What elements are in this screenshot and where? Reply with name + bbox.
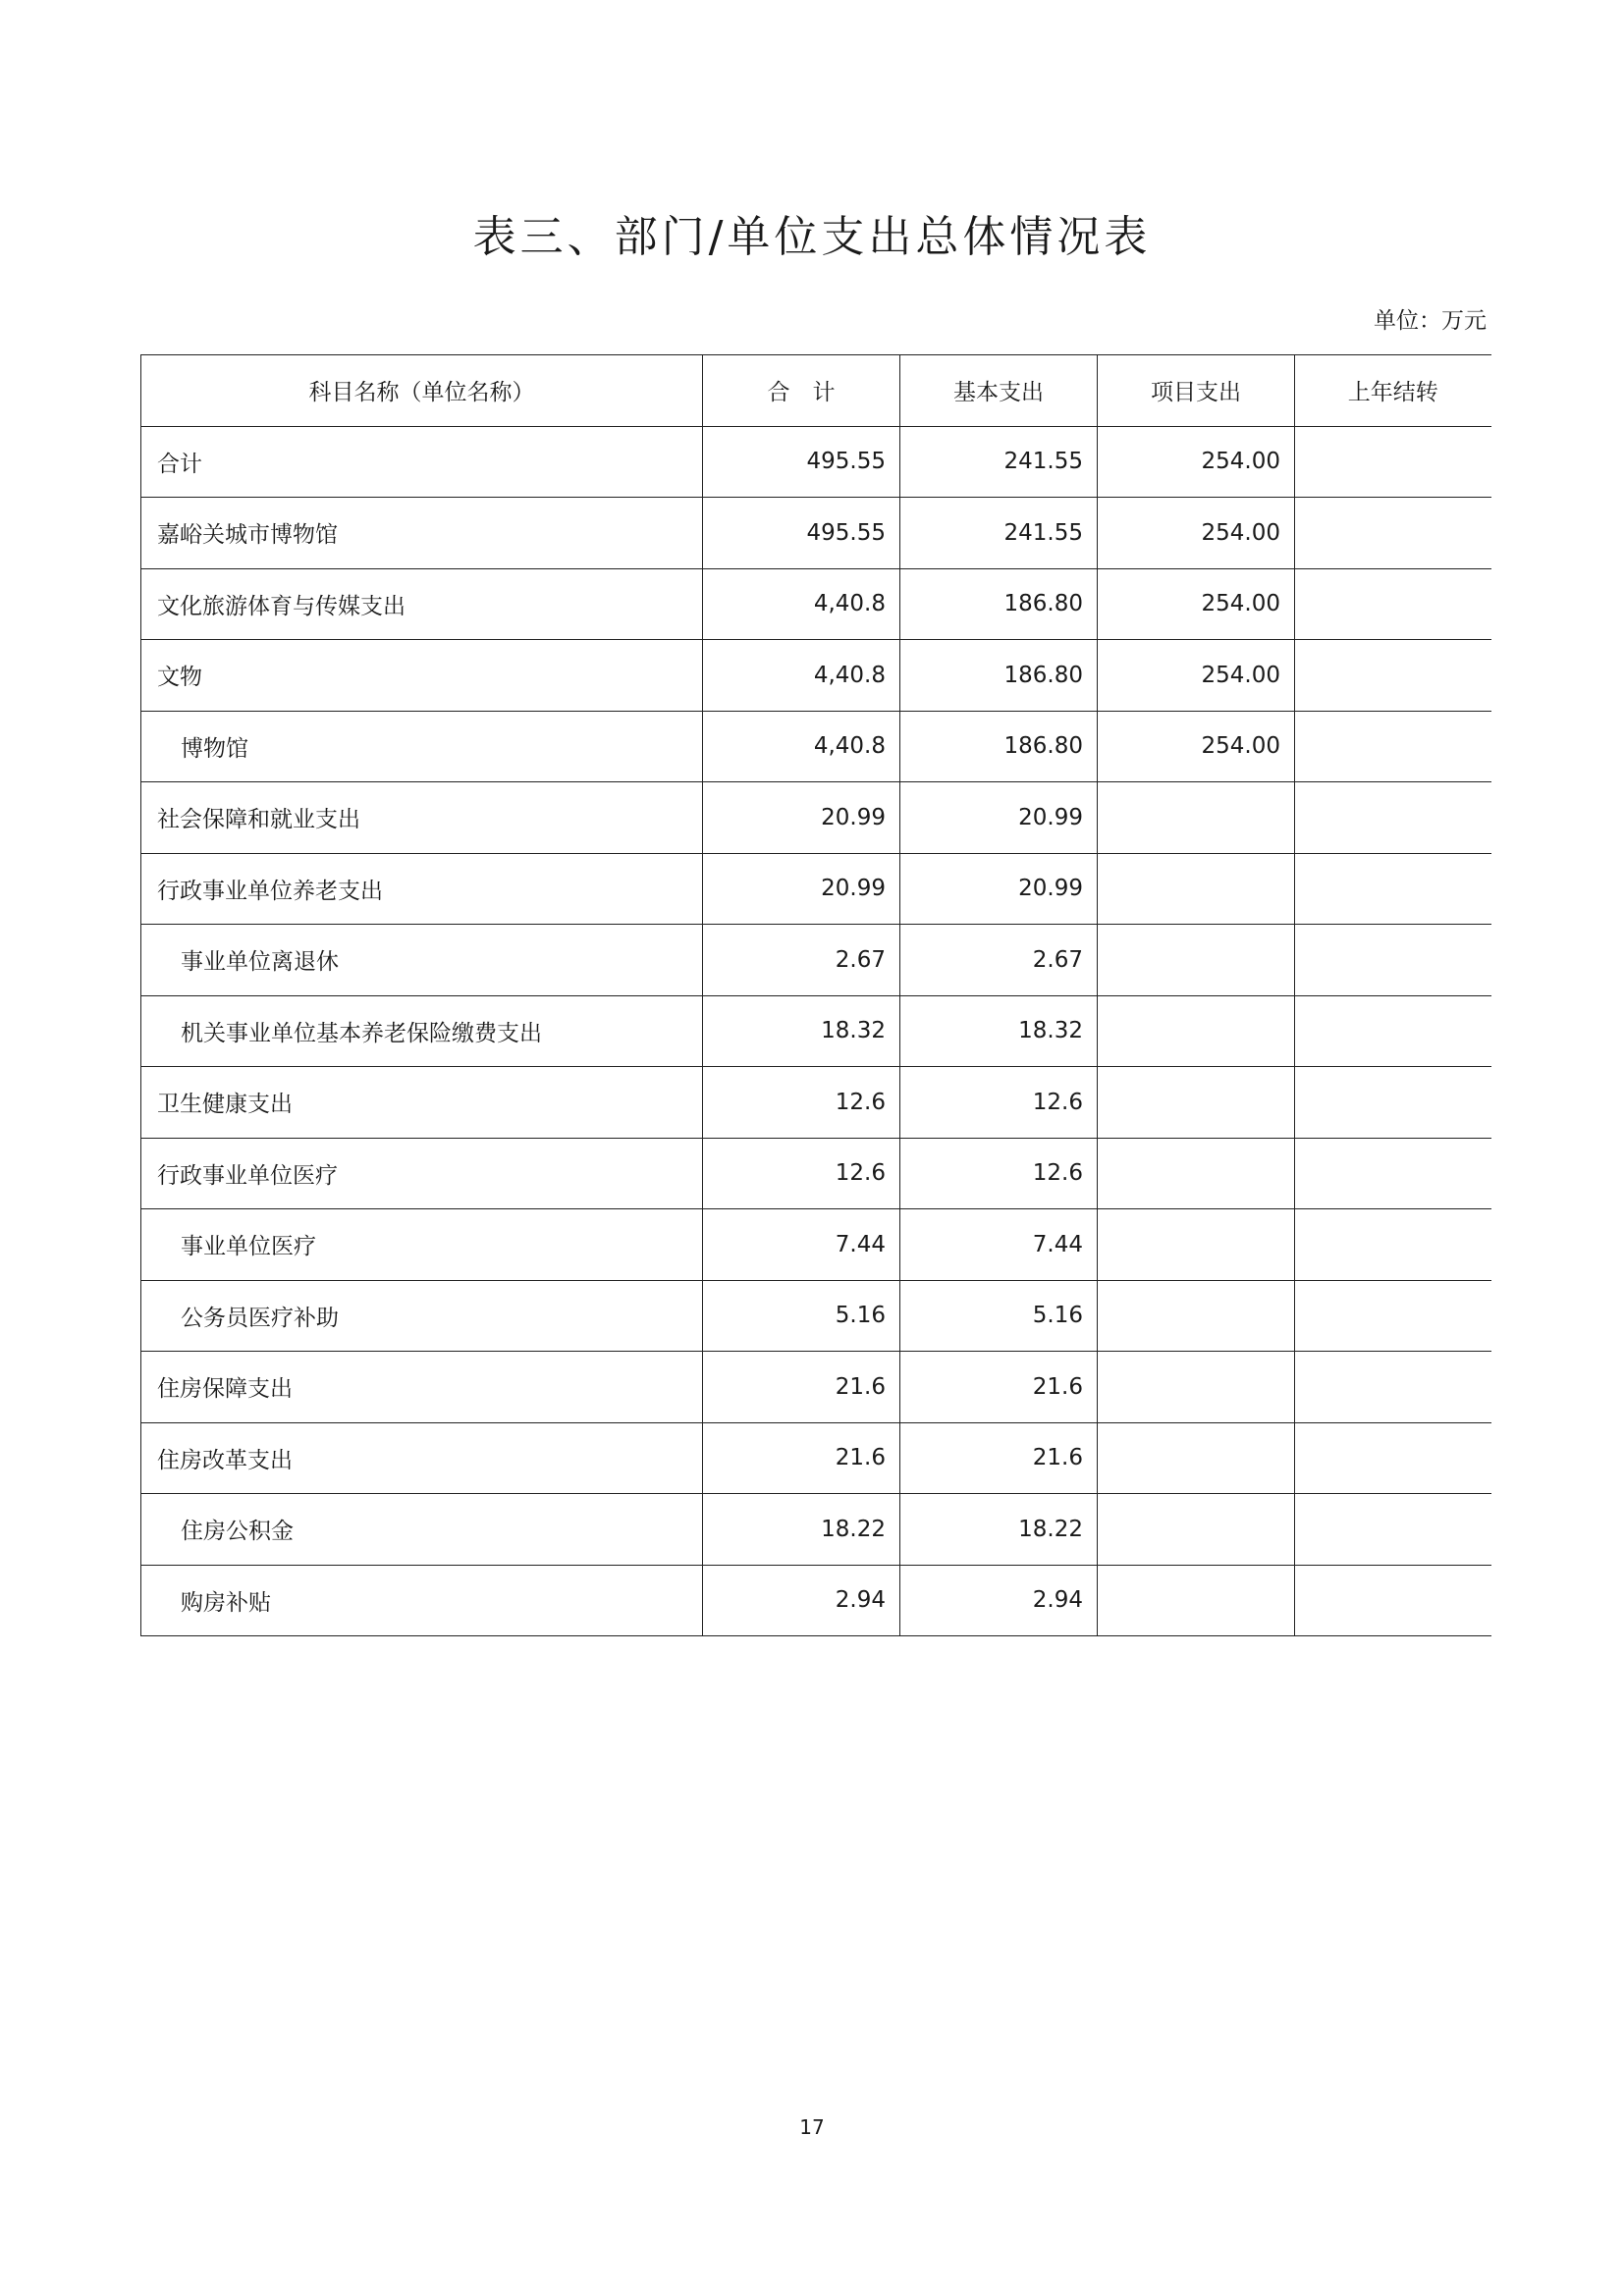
row-basic-expense: 2.67: [900, 925, 1098, 996]
row-basic-expense: 186.80: [900, 568, 1098, 640]
row-basic-expense: 21.6: [900, 1422, 1098, 1494]
row-carryover: [1295, 640, 1491, 712]
row-project-expense: [1098, 925, 1295, 996]
row-subject-name: 事业单位医疗: [141, 1209, 703, 1281]
row-carryover: [1295, 1494, 1491, 1566]
row-total: 495.55: [703, 498, 900, 569]
row-subject-name: 文物: [141, 640, 703, 712]
row-carryover: [1295, 995, 1491, 1067]
row-total: 495.55: [703, 426, 900, 498]
row-carryover: [1295, 426, 1491, 498]
row-carryover: [1295, 498, 1491, 569]
row-project-expense: [1098, 1565, 1295, 1636]
row-total: 21.6: [703, 1422, 900, 1494]
row-basic-expense: 18.32: [900, 995, 1098, 1067]
row-basic-expense: 20.99: [900, 853, 1098, 925]
header-carryover: 上年结转: [1295, 355, 1491, 427]
row-project-expense: [1098, 1209, 1295, 1281]
row-carryover: [1295, 568, 1491, 640]
table-row: [141, 1422, 1491, 1494]
row-basic-expense: 241.55: [900, 426, 1098, 498]
row-subject-name: 住房保障支出: [141, 1352, 703, 1423]
row-subject-name: 住房公积金: [141, 1494, 703, 1566]
row-project-expense: [1098, 995, 1295, 1067]
table-row: [141, 1138, 1491, 1209]
row-basic-expense: 18.22: [900, 1494, 1098, 1566]
table-row: [141, 853, 1491, 925]
row-project-expense: [1098, 853, 1295, 925]
row-carryover: [1295, 1209, 1491, 1281]
row-total: 4,40.8: [703, 640, 900, 712]
expense-table: [140, 354, 1491, 1636]
table-row: [141, 1067, 1491, 1139]
row-total: 12.6: [703, 1067, 900, 1139]
row-project-expense: 254.00: [1098, 426, 1295, 498]
row-total: 7.44: [703, 1209, 900, 1281]
row-project-expense: [1098, 1422, 1295, 1494]
row-carryover: [1295, 711, 1491, 782]
table-row: [141, 568, 1491, 640]
row-basic-expense: 20.99: [900, 782, 1098, 854]
row-project-expense: 254.00: [1098, 711, 1295, 782]
row-carryover: [1295, 1280, 1491, 1352]
row-subject-name: 社会保障和就业支出: [141, 782, 703, 854]
header-total: 合 计: [703, 355, 900, 427]
row-carryover: [1295, 1352, 1491, 1423]
table-row: [141, 640, 1491, 712]
row-subject-name: 事业单位离退休: [141, 925, 703, 996]
row-subject-name: 公务员医疗补助: [141, 1280, 703, 1352]
row-total: 4,40.8: [703, 711, 900, 782]
row-subject-name: 卫生健康支出: [141, 1067, 703, 1139]
header-project-expense: 项目支出: [1098, 355, 1295, 427]
row-total: 21.6: [703, 1352, 900, 1423]
row-project-expense: 254.00: [1098, 640, 1295, 712]
row-project-expense: [1098, 1067, 1295, 1139]
unit-label: 单位：万元: [1374, 308, 1487, 334]
row-subject-name: 文化旅游体育与传媒支出: [141, 568, 703, 640]
row-basic-expense: 12.6: [900, 1138, 1098, 1209]
row-subject-name: 嘉峪关城市博物馆: [141, 498, 703, 569]
table-row: [141, 1209, 1491, 1281]
row-subject-name: 行政事业单位养老支出: [141, 853, 703, 925]
table-body: [141, 426, 1491, 1636]
row-project-expense: 254.00: [1098, 498, 1295, 569]
row-project-expense: 254.00: [1098, 568, 1295, 640]
page-title: 表三、部门/单位支出总体情况表: [472, 212, 1152, 263]
row-total: 20.99: [703, 853, 900, 925]
header-subject-name: 科目名称（单位名称）: [141, 355, 703, 427]
row-carryover: [1295, 925, 1491, 996]
row-project-expense: [1098, 1494, 1295, 1566]
row-project-expense: [1098, 1352, 1295, 1423]
row-basic-expense: 186.80: [900, 711, 1098, 782]
row-carryover: [1295, 1422, 1491, 1494]
row-basic-expense: 5.16: [900, 1280, 1098, 1352]
row-total: 18.32: [703, 995, 900, 1067]
table-header-row: [141, 355, 1491, 427]
table-row: [141, 1352, 1491, 1423]
row-subject-name: 合计: [141, 426, 703, 498]
row-carryover: [1295, 782, 1491, 854]
row-carryover: [1295, 1067, 1491, 1139]
table-row: [141, 925, 1491, 996]
row-total: 4,40.8: [703, 568, 900, 640]
table-row: [141, 1280, 1491, 1352]
row-total: 18.22: [703, 1494, 900, 1566]
table-row: [141, 782, 1491, 854]
row-subject-name: 博物馆: [141, 711, 703, 782]
row-total: 12.6: [703, 1138, 900, 1209]
row-carryover: [1295, 1565, 1491, 1636]
row-basic-expense: 241.55: [900, 498, 1098, 569]
row-basic-expense: 21.6: [900, 1352, 1098, 1423]
row-basic-expense: 186.80: [900, 640, 1098, 712]
row-subject-name: 机关事业单位基本养老保险缴费支出: [141, 995, 703, 1067]
table-row: [141, 498, 1491, 569]
row-project-expense: [1098, 1280, 1295, 1352]
table-row: [141, 1494, 1491, 1566]
row-subject-name: 购房补贴: [141, 1565, 703, 1636]
row-basic-expense: 12.6: [900, 1067, 1098, 1139]
row-total: 20.99: [703, 782, 900, 854]
row-basic-expense: 2.94: [900, 1565, 1098, 1636]
header-basic-expense: 基本支出: [900, 355, 1098, 427]
row-project-expense: [1098, 1138, 1295, 1209]
table-row: [141, 426, 1491, 498]
row-project-expense: [1098, 782, 1295, 854]
row-total: 2.67: [703, 925, 900, 996]
row-subject-name: 行政事业单位医疗: [141, 1138, 703, 1209]
row-basic-expense: 7.44: [900, 1209, 1098, 1281]
row-carryover: [1295, 853, 1491, 925]
table-row: [141, 711, 1491, 782]
row-total: 5.16: [703, 1280, 900, 1352]
table-row: [141, 995, 1491, 1067]
row-subject-name: 住房改革支出: [141, 1422, 703, 1494]
page-number: 17: [799, 2115, 825, 2139]
table-row: [141, 1565, 1491, 1636]
row-carryover: [1295, 1138, 1491, 1209]
row-total: 2.94: [703, 1565, 900, 1636]
